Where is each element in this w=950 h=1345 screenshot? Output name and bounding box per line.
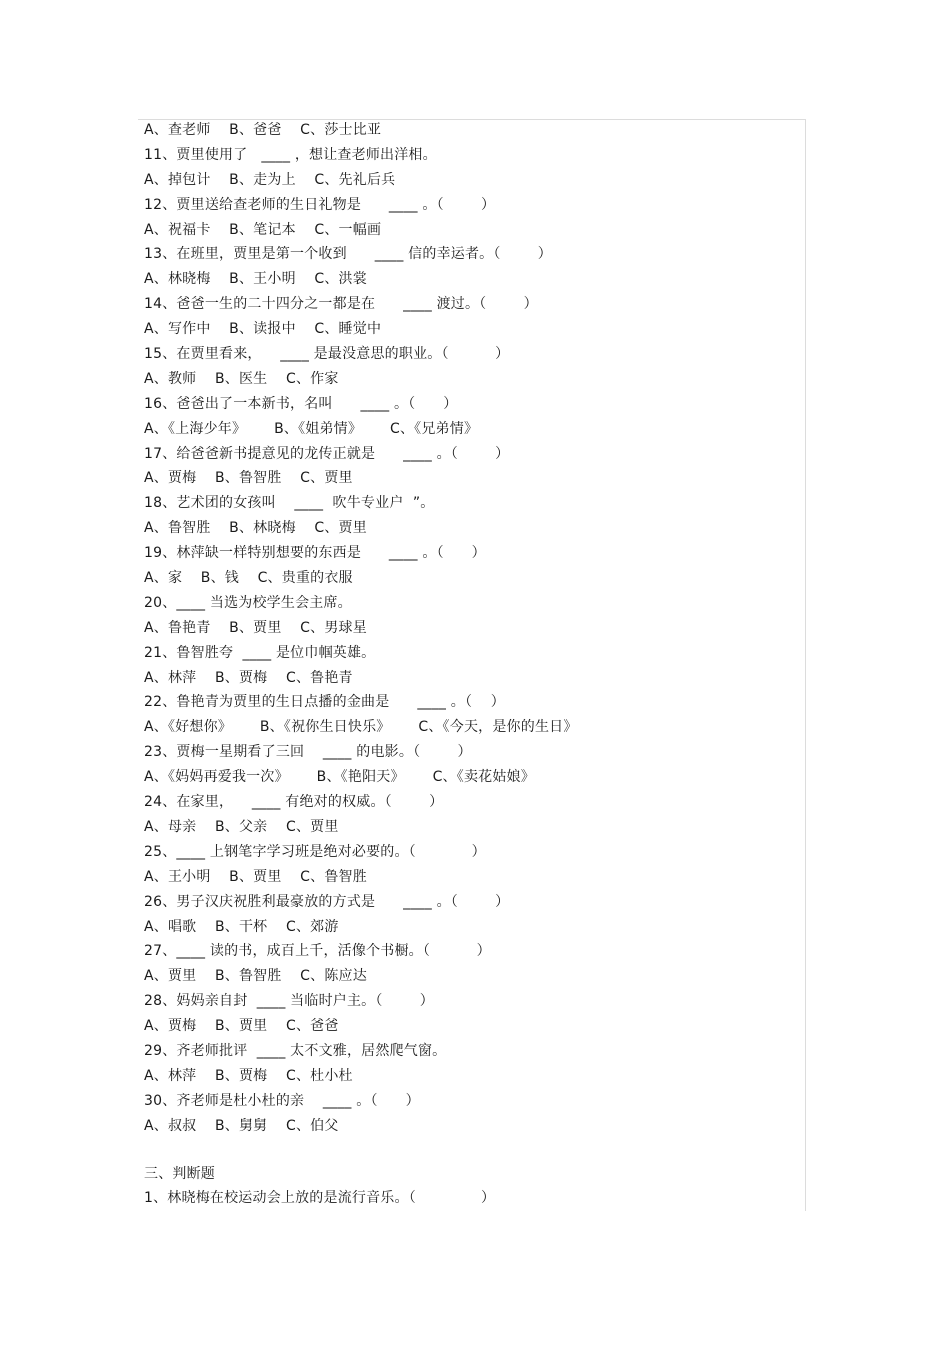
question-line: A、鲁智胜 B、林晓梅 C、贾里 <box>144 520 367 537</box>
question-line: 11、贾里使用了 ____ ，想让查老师出洋相。 <box>144 146 437 163</box>
question-line: 28、妈妈亲自封 ____ 当临时户主。（ ） <box>144 993 434 1010</box>
section-spacer <box>144 1139 794 1162</box>
question-line: A、林萍 B、贾梅 C、杜小杜 <box>144 1067 353 1084</box>
question-line: 13、在班里，贾里是第一个收到 ____ 信的幸运者。（ ） <box>144 246 552 263</box>
section-title: 三、判断题 <box>144 1165 215 1182</box>
question-line: A、《好想你》 B、《祝你生日快乐》 C、《今天，是你的生日》 <box>144 719 578 736</box>
question-line: 14、爸爸一生的二十四分之一都是在 ____ 渡过。（ ） <box>144 296 538 313</box>
question-content <box>144 118 794 1211</box>
question-line: A、家 B、钱 C、贵重的衣服 <box>144 570 353 587</box>
question-line: A、查老师 B、爸爸 C、莎士比亚 <box>144 122 382 138</box>
question-line: 26、男子汉庆祝胜利最豪放的方式是 ____ 。（ ） <box>144 893 510 910</box>
question-line: 22、鲁艳青为贾里的生日点播的金曲是 ____ 。（ ） <box>144 694 505 711</box>
question-line: 29、齐老师批评 ____ 太不文雅，居然爬气窗。 <box>144 1042 447 1059</box>
question-line: 17、给爸爸新书提意见的龙传正就是 ____ 。（ ） <box>144 445 510 462</box>
question-line: A、叔叔 B、舅舅 C、伯父 <box>144 1117 339 1134</box>
question-line: 20、____ 当选为校学生会主席。 <box>144 594 352 611</box>
question-line: 30、齐老师是杜小杜的亲 ____ 。（ ） <box>144 1092 420 1109</box>
question-line: A、掉包计 B、走为上 C、先礼后兵 <box>144 171 396 188</box>
question-line: A、贾梅 B、鲁智胜 C、贾里 <box>144 470 353 487</box>
question-line: 27、____ 读的书，成百上千，活像个书橱。（ ） <box>144 943 491 960</box>
question-line: A、王小明 B、贾里 C、鲁智胜 <box>144 868 367 885</box>
question-line: A、《上海少年》 B、《姐弟情》 C、《兄弟情》 <box>144 420 479 437</box>
question-line: A、母亲 B、父亲 C、贾里 <box>144 818 339 835</box>
multiple-choice-list <box>144 118 794 1139</box>
question-line: A、《妈妈再爱我一次》 B、《艳阳天》 C、《卖花姑娘》 <box>144 769 535 786</box>
judge-question-1: 1、林晓梅在校运动会上放的是流行音乐。（ ） <box>144 1190 496 1207</box>
question-line: A、林萍 B、贾梅 C、鲁艳青 <box>144 669 353 686</box>
question-line: A、林晓梅 B、王小明 C、洪裳 <box>144 271 367 288</box>
question-line: A、教师 B、医生 C、作家 <box>144 370 339 387</box>
question-line: A、唱歌 B、干杯 C、郊游 <box>144 918 339 935</box>
question-line: 21、鲁智胜夸 ____ 是位巾帼英雄。 <box>144 644 376 661</box>
question-line: A、鲁艳青 B、贾里 C、男球星 <box>144 619 367 636</box>
question-line: 15、在贾里看来， ____ 是最没意思的职业。（ ） <box>144 346 510 363</box>
question-line: 23、贾梅一星期看了三回 ____ 的电影。（ ） <box>144 744 472 761</box>
question-line: 18、艺术团的女孩叫 ____ 吹牛专业户 ”。 <box>144 495 435 512</box>
question-line: A、贾里 B、鲁智胜 C、陈应达 <box>144 968 367 985</box>
question-line: 12、贾里送给查老师的生日礼物是 ____ 。（ ） <box>144 196 496 213</box>
question-line: A、贾梅 B、贾里 C、爸爸 <box>144 1018 339 1035</box>
question-line: 16、爸爸出了一本新书，名叫 ____ 。（ ） <box>144 395 458 412</box>
question-line: A、祝福卡 B、笔记本 C、一幅画 <box>144 221 382 238</box>
question-line: A、写作中 B、读报中 C、睡觉中 <box>144 321 382 338</box>
question-line: 24、在家里， ____ 有绝对的权威。（ ） <box>144 794 444 811</box>
question-line: 19、林萍缺一样特别想要的东西是 ____ 。（ ） <box>144 545 486 562</box>
question-line: 25、____ 上钢笔字学习班是绝对必要的。（ ） <box>144 843 486 860</box>
